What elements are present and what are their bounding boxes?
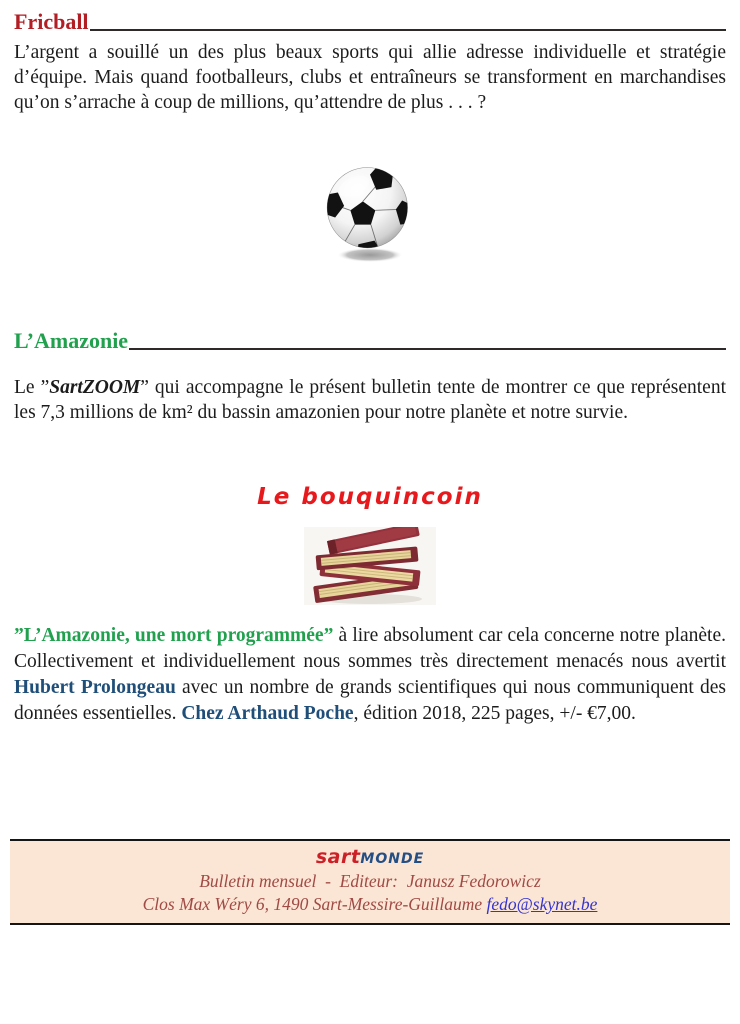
amazonie-text-prefix: Le ” <box>14 377 50 398</box>
footer-address: Clos Max Wéry 6, 1490 Sart-Messire-Guillaume <box>142 894 487 914</box>
soccer-ball-icon <box>322 163 418 263</box>
footer-email-link[interactable]: fedo@skynet.be <box>486 894 598 914</box>
review-text-1: à lire absolument car cela concerne notre planète. Collectivement et individuellement nous sommes très directement menacés nous avertit <box>14 625 731 672</box>
footer-bulletin-line: Bulletin mensuel - Editeur: Janusz Fedorowicz <box>199 871 541 891</box>
review-text-3: , édition 2018, 225 pages, +/- €7,00. <box>353 703 636 724</box>
section-heading-fricball <box>14 0 726 34</box>
amazonie-paragraph <box>14 375 736 425</box>
fricball-paragraph: L’argent a souillé un des plus beaux sports qui allie adresse individuelle et stratégie d’équipe. Mais quand footballeurs, clubs et entraîneurs se transforment en marchandises qu’on s’arrache à coup de millions, qu’attendre de plus . . . ? <box>14 42 731 113</box>
footer <box>10 839 730 925</box>
bulletin-name: SartZOOM <box>49 377 141 398</box>
soccer-ball-figure <box>0 163 740 263</box>
section-heading-amazonie <box>14 329 726 353</box>
book-title: ”L’Amazonie, une mort programmée” <box>14 625 334 646</box>
sartmonde-logo <box>10 846 730 870</box>
book-stack-icon <box>304 527 436 605</box>
bouquincoin-heading: Le bouquincoin <box>257 484 483 510</box>
fricball-heading: Fricball <box>14 9 89 34</box>
publisher-name: Chez Arthaud Poche <box>181 703 354 724</box>
footer-address-line <box>10 893 730 916</box>
logo-monde-text: MONDE <box>360 851 425 867</box>
heading-rule <box>90 29 726 31</box>
amazonie-heading: L’Amazonie <box>14 328 129 353</box>
books-figure <box>0 527 740 605</box>
logo-sart-text: sart <box>315 846 361 868</box>
author-name: Hubert Prolongeau <box>14 677 176 698</box>
heading-rule <box>129 348 726 350</box>
amazonie-text-suffix: ” qui accompagne le présent bulletin tente de montrer ce que représentent les 7,3 millions de km² du bassin amazonien pour notre planète et notre survie. <box>14 377 736 423</box>
bouquincoin-paragraph <box>14 623 731 727</box>
review-text-2: avec un nombre de grands scientifiques qui nous communiquent des données essentielles. <box>14 677 731 724</box>
